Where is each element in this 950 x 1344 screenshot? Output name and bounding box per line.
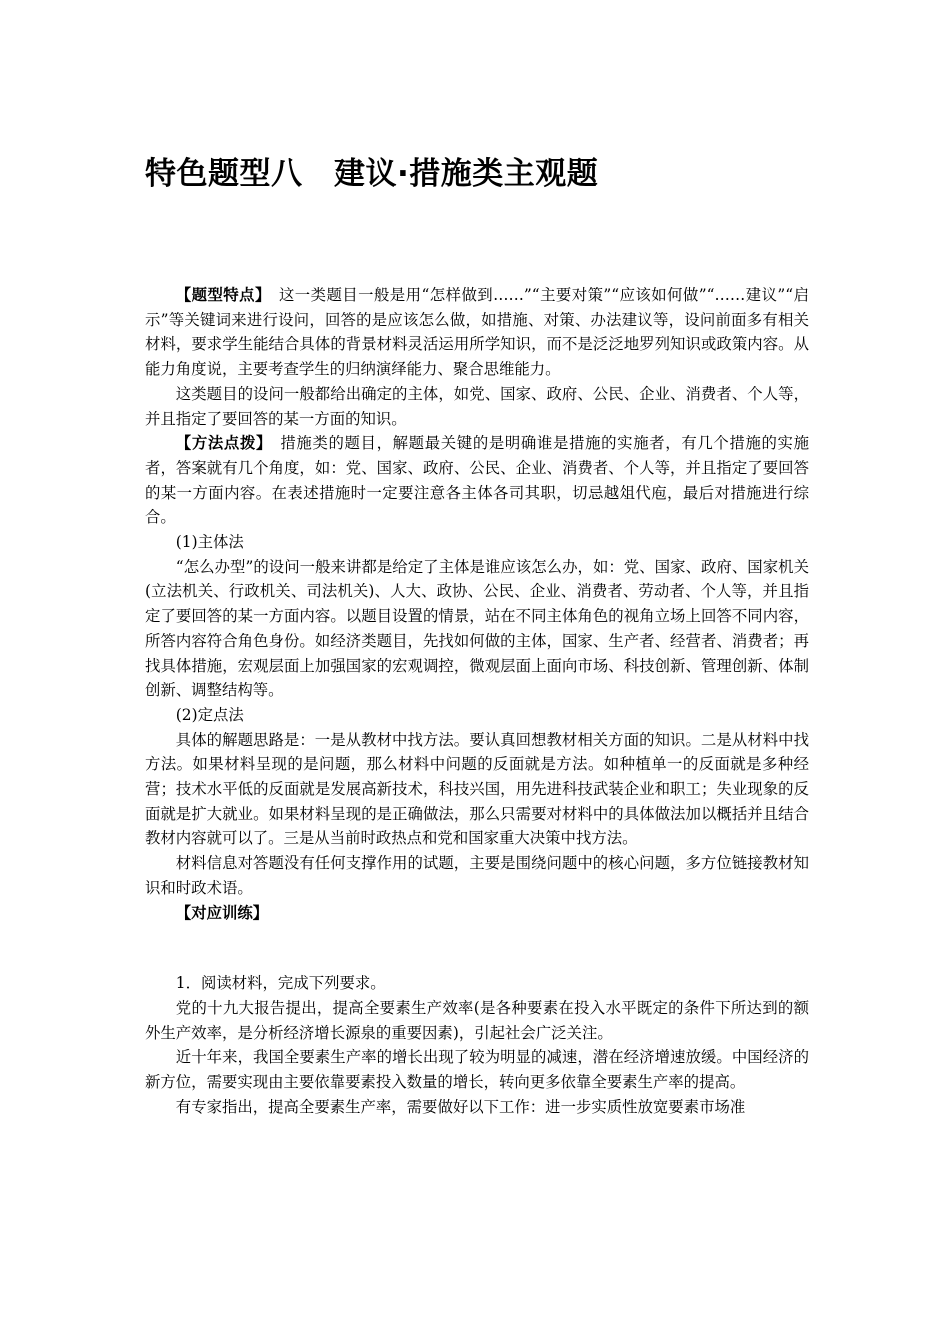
paragraph-text: (1)主体法 [175, 533, 244, 552]
paragraph-method-tips [145, 431, 809, 530]
section-label-question-features: 【题型特点】 [175, 286, 264, 304]
paragraph [145, 851, 809, 900]
page-title: 特色题型八 建议·措施类主观题 [145, 156, 599, 192]
section-label-practice: 【对应训练】 [175, 903, 269, 922]
paragraph-text: 这类题目的设问一般都给出确定的主体，如党、国家、政府、公民、企业、消费者、个人等，并且指定了要回答的某一方面的知识。 [145, 384, 809, 428]
paragraph-text: “怎么办型”的设问一般来讲都是给定了主体是谁应该怎么办，如：党、国家、政府、国家机关(立法机关、行政机关、司法机关)、人大、政协、公民、企业、消费者、劳动者、个人等，并且指定了要回答的某一方面内容。以题目设置的情景，站在不同主体角色的视角立场上回答不同内容，所答内容符合角色身份。如经济类题目，先找如何做的主体，国家、生产者、经营者、消费者；再找具体措施，宏观层面上加强国家的宏观调控，微观层面上面向市场、科技创新、管理创新、体制创新、调整结构等。 [145, 557, 809, 700]
paragraph-text: 材料信息对答题没有任何支撑作用的试题，主要是围绕问题中的核心问题，多方位链接教材知识和时政术语。 [145, 854, 809, 897]
paragraph-text: 1．阅读材料，完成下列要求。 [175, 974, 386, 993]
paragraph [145, 728, 809, 852]
section-heading-practice [145, 901, 809, 926]
section-label-method-tips: 【方法点拨】 [175, 434, 265, 453]
paragraph-text: 有专家指出，提高全要素生产率，需要做好以下工作：进一步实质性放宽要素市场准 [175, 1097, 746, 1116]
exercise-paragraph [145, 996, 809, 1045]
spacer [145, 925, 809, 971]
subheading-subject-method [145, 530, 809, 555]
paragraph-text: 具体的解题思路是：一是从教材中找方法。要认真回想教材相关方面的知识。二是从材料中找方法。如果材料呈现的是问题，那么材料中问题的反面就是方法。如种植单一的反面就是多种经营；技术水平低的反面就是发展高新技术，科技兴国，用先进科技武装企业和职工；失业现象的反面就是扩大就业。如果材料呈现的是正确做法，那么只需要对材料中的具体做法加以概括并且结合教材内容就可以了。三是从当前时政热点和党和国家重大决策中找方法。 [145, 730, 809, 848]
paragraph-text: (2)定点法 [175, 705, 244, 724]
document-body [145, 283, 809, 1120]
paragraph-text: 措施类的题目，解题最关键的是明确谁是措施的实施者，有几个措施的实施者，答案就有几个角度，如：党、国家、政府、公民、企业、消费者、个人等，并且指定了要回答的某一方面内容。在表述措施时一定要注意各主体各司其职，切忌越俎代庖，最后对措施进行综合。 [145, 434, 809, 527]
paragraph-text: 党的十九大报告提出，提高全要素生产效率(是各种要素在投入水平既定的条件下所达到的额外生产效率，是分析经济增长源泉的重要因素)，引起社会广泛关注。 [145, 998, 809, 1042]
exercise-paragraph [145, 1045, 809, 1094]
paragraph-question-features [145, 283, 809, 382]
paragraph [145, 555, 809, 703]
exercise-paragraph [145, 1095, 809, 1120]
exercise-question [145, 971, 809, 996]
subheading-fixed-point-method [145, 703, 809, 728]
paragraph-text: 这一类题目一般是用“怎样做到……”“主要对策”“应该如何做”“……建议”“启示”等关键词来进行设问，回答的是应该怎么做，如措施、对策、办法建议等，设问前面多有相关材料，要求学生能结合具体的背景材料灵活运用所学知识，而不是泛泛地罗列知识或政策内容。从能力角度说，主要考查学生的归纳演绎能力、聚合思维能力。 [145, 286, 809, 379]
paragraph-text: 近十年来，我国全要素生产率的增长出现了较为明显的减速，潜在经济增速放缓。中国经济的新方位，需要实现由主要依靠要素投入数量的增长，转向更多依靠全要素生产率的提高。 [145, 1048, 809, 1092]
paragraph [145, 382, 809, 431]
